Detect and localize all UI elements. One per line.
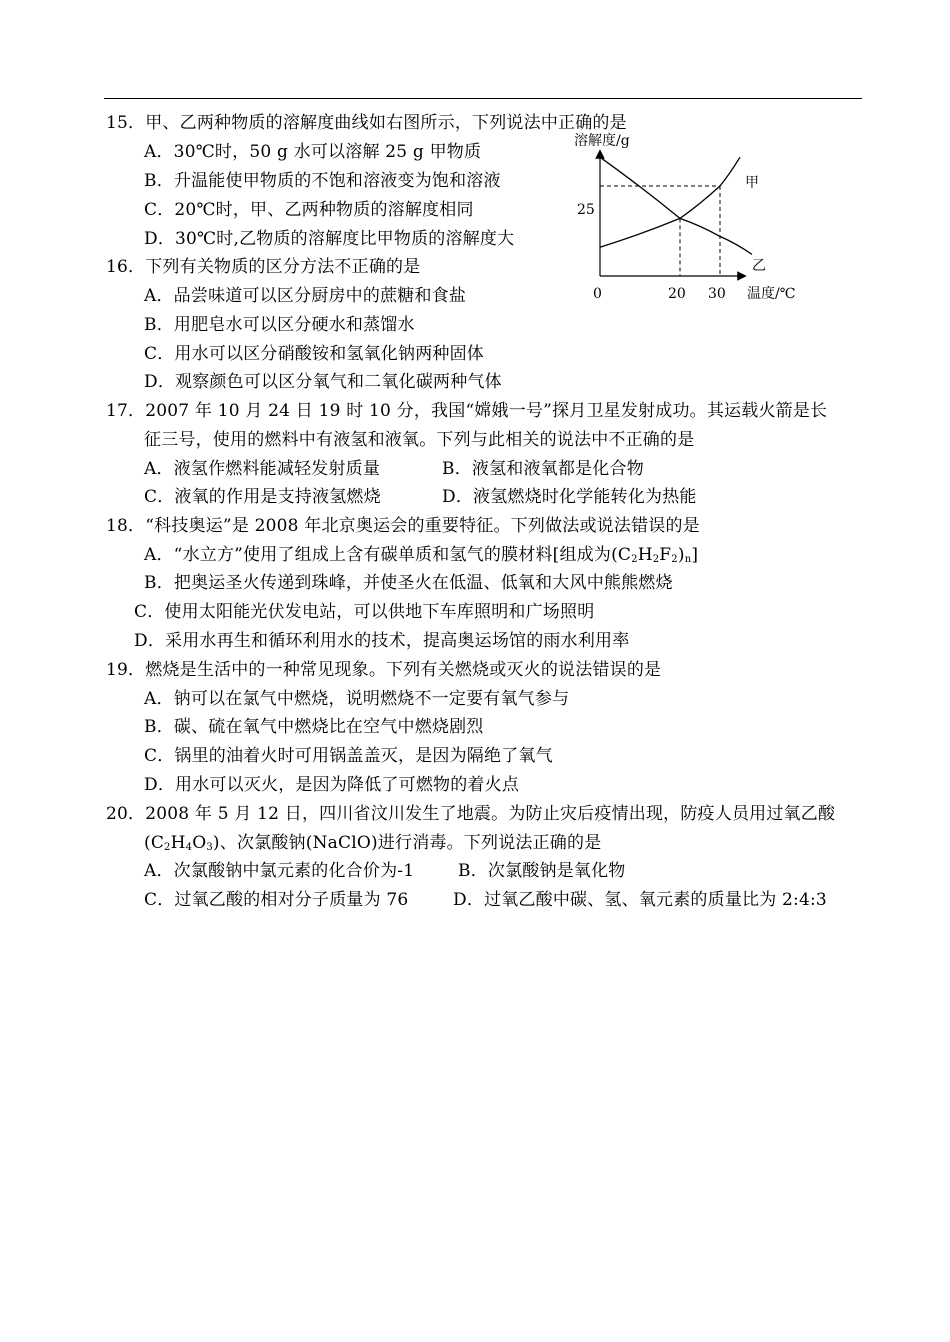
q20-stem-open: (C [144,833,165,853]
question-20-stem-cont [144,832,601,854]
question-17-stem: 17．2007 年 10 月 24 日 19 时 10 分，我国“嫦娥一号”探月卫星发射成功。其运载火箭是长 [106,401,828,421]
series-label-jia: 甲 [745,175,759,191]
question-17-stem-cont: 征三号，使用的燃料中有液氢和液氧。下列与此相关的说法中不正确的是 [144,430,695,450]
formula20-h-sub: 4 [185,842,193,853]
q15-option-c: C．20℃时，甲、乙两种物质的溶解度相同 [144,200,474,220]
series-label-yi: 乙 [752,258,766,274]
q19-option-b: B．碳、硫在氧气中燃烧比在空气中燃烧剧烈 [144,717,484,737]
question-19-stem: 19．燃烧是生活中的一种常见现象。下列有关燃烧或灭火的说法错误的是 [106,660,662,680]
q15-option-a: A．30℃时，50 g 水可以溶解 25 g 甲物质 [144,142,482,162]
x-tick-20: 20 [668,286,686,302]
q19-option-c: C．锅里的油着火时可用锅盖盖灭，是因为隔绝了氧气 [144,746,553,766]
chart-ylabel: 溶解度/g [574,133,630,149]
y-tick-25: 25 [577,202,595,218]
question-20-stem: 20．2008 年 5 月 12 日，四川省汶川发生了地震。为防止灾后疫情出现，防疫人员用过氧乙酸 [106,804,836,824]
formula18-h-sub: 2 [652,554,660,565]
solubility-chart [560,128,820,308]
formula20-o-sub: 3 [206,842,213,853]
header-rule [104,98,862,99]
q20-options-row1 [144,860,626,882]
x-tick-30: 30 [708,286,726,302]
q19-option-a: A．钠可以在氯气中燃烧，说明燃烧不一定要有氧气参与 [144,689,570,709]
q15-option-b: B．升温能使甲物质的不饱和溶液变为饱和溶液 [144,171,501,191]
formula18-c-sub: 2 [631,554,638,565]
q20-options-row2 [144,889,827,911]
formula20-h: H [170,833,186,853]
x-tick-0: 0 [593,286,602,302]
chart-xlabel: 温度/℃ [747,286,796,302]
q20-option-d: D．过氧乙酸中碳、氢、氧元素的质量比为 2:4:3 [453,890,827,910]
q20-option-c: C．过氧乙酸的相对分子质量为 76 [144,890,409,910]
q19-option-d: D．用水可以灭火，是因为降低了可燃物的着火点 [144,775,520,795]
q18-option-b: B．把奥运圣火传递到珠峰，并使圣火在低温、低氧和大风中熊熊燃烧 [144,573,673,593]
q20-option-a: A．次氯酸钠中氯元素的化合价为-1 [144,861,415,881]
formula18-close-bracket: ] [691,545,699,565]
formula18-f-sub: 2 [671,554,678,565]
series-jia-curve [600,157,740,247]
formula18-f: F [659,545,672,565]
q18-option-a-text: A．“水立方”使用了组成上含有碳单质和氢气的膜材料[组成为(C [144,545,632,565]
formula20-o: O [192,833,207,853]
q17-option-d: D．液氢燃烧时化学能转化为热能 [442,487,697,507]
q16-option-d: D．观察颜色可以区分氧气和二氧化碳两种气体 [144,372,502,392]
q20-option-b: B．次氯酸钠是氧化物 [458,861,626,881]
q15-option-d: D．30℃时,乙物质的溶解度比甲物质的溶解度大 [144,229,515,249]
formula18-close-paren: ) [677,545,685,565]
q20-stem-rest: )、次氯酸钠(NaClO)进行消毒。下列说法正确的是 [212,833,602,853]
question-18-stem: 18．“科技奥运”是 2008 年北京奥运会的重要特征。下列做法或说法错误的是 [106,516,700,536]
formula18-n: n [684,554,692,565]
q17-option-b: B．液氢和液氧都是化合物 [442,459,644,479]
formula18-h: H [637,545,653,565]
q17-options-row2 [144,486,697,508]
question-16-stem: 16．下列有关物质的区分方法不正确的是 [106,257,421,277]
q16-option-b: B．用肥皂水可以区分硬水和蒸馏水 [144,315,415,335]
q17-option-c: C．液氧的作用是支持液氢燃烧 [144,487,381,507]
q16-option-a: A．品尝味道可以区分厨房中的蔗糖和食盐 [144,286,467,306]
q18-option-a [144,544,698,566]
q17-options-row1 [144,458,644,480]
q18-option-d: D．采用水再生和循环利用水的技术，提高奥运场馆的雨水利用率 [134,631,630,651]
q17-option-a: A．液氢作燃料能减轻发射质量 [144,459,381,479]
formula20-c-sub: 2 [164,842,171,853]
q18-option-c: C．使用太阳能光伏发电站，可以供地下车库照明和广场照明 [134,602,595,622]
question-15-stem: 15．甲、乙两种物质的溶解度曲线如右图所示，下列说法中正确的是 [106,113,627,133]
q16-option-c: C．用水可以区分硝酸铵和氢氧化钠两种固体 [144,344,485,364]
